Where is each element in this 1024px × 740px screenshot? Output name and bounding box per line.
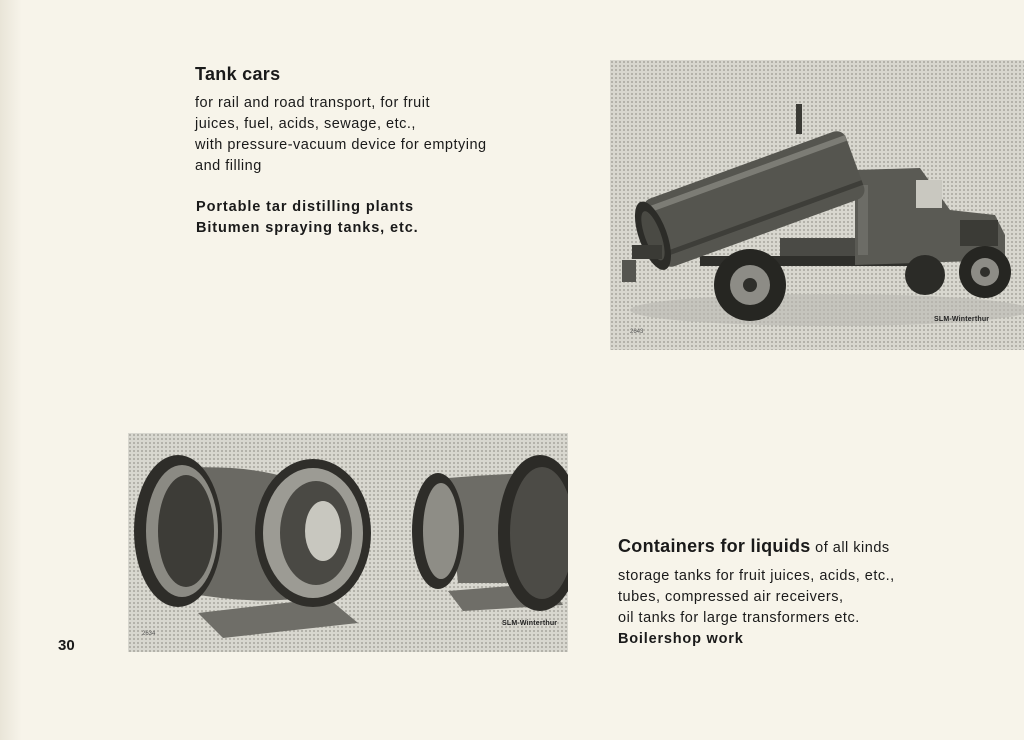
tank-truck-photo (610, 60, 1024, 350)
pipes-plate-number: 2634 (142, 631, 156, 637)
tank-cars-products (196, 197, 419, 239)
containers-heading: Containers for liquids (618, 536, 811, 556)
pipe-elbows-photo (128, 433, 568, 652)
containers-heading-suffix: of all kinds (810, 540, 890, 556)
containers-line: oil tanks for large transformers etc. (618, 610, 860, 626)
tar-distilling-line: Portable tar distilling plants (196, 199, 414, 215)
bitumen-spraying-line: Bitumen spraying tanks, etc. (196, 220, 419, 236)
containers-heading-row (618, 536, 890, 557)
truck-photo-credit: SLM-Winterthur (934, 316, 990, 323)
tank-cars-line: for rail and road transport, for fruit (195, 95, 430, 111)
truck-plate-number: 2643 (630, 329, 644, 335)
tank-cars-description (195, 93, 487, 177)
pipes-photo-credit: SLM-Winterthur (502, 620, 558, 627)
containers-line: tubes, compressed air receivers, (618, 589, 844, 605)
tank-cars-heading: Tank cars (195, 64, 281, 84)
tank-cars-line: with pressure-vacuum device for emptying (195, 137, 487, 153)
page-number: 30 (58, 637, 75, 654)
tank-cars-line: and filling (195, 158, 262, 174)
page-edge-shadow (0, 0, 22, 740)
boilershop-work-line: Boilershop work (618, 631, 744, 647)
containers-line: storage tanks for fruit juices, acids, etc., (618, 568, 895, 584)
containers-description (618, 566, 895, 650)
tank-cars-line: juices, fuel, acids, sewage, etc., (195, 116, 416, 132)
tank-truck-illustration (610, 60, 1024, 350)
